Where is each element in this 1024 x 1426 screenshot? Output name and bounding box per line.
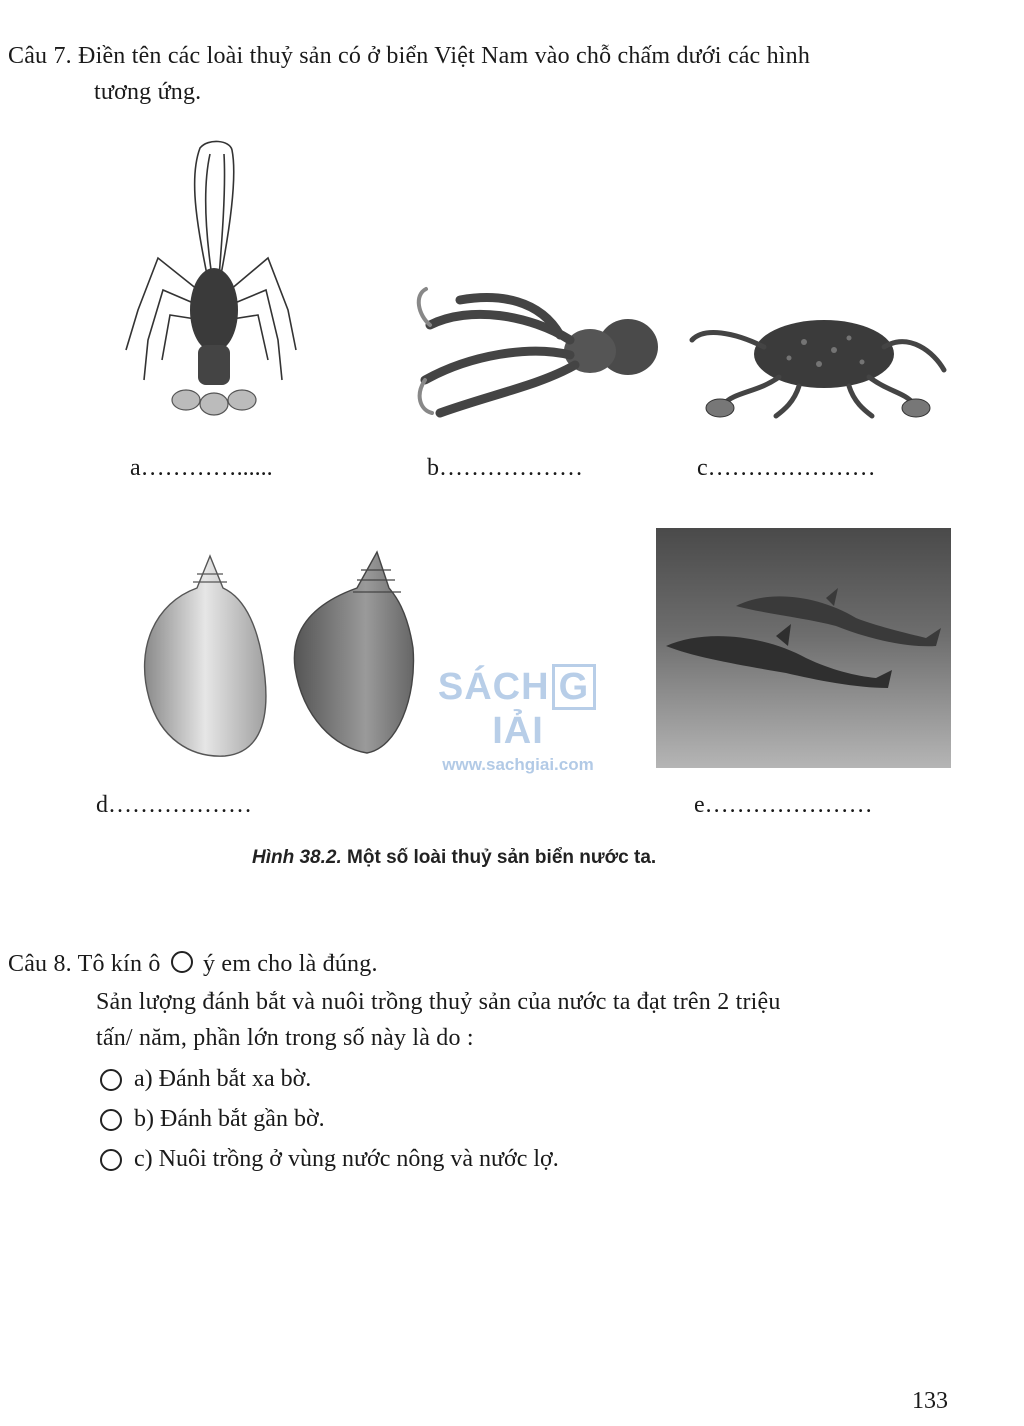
figure-caption-number: Hình 38.2. <box>252 847 342 868</box>
question-7-line-1: Câu 7. Điền tên các loài thuỷ sản có ở biển Việt Nam vào chỗ chấm dưới các hình <box>8 43 811 69</box>
answer-blank-d: d……………… <box>96 792 252 818</box>
question-8-stem <box>96 984 966 1056</box>
figure-caption <box>252 847 656 869</box>
radio-circle-icon[interactable] <box>100 1109 122 1131</box>
answer-blank-a: a…………...... <box>130 455 273 481</box>
option-b[interactable] <box>100 1106 325 1133</box>
radio-circle-icon[interactable] <box>100 1149 122 1171</box>
circle-icon <box>171 951 193 973</box>
watermark-title-right: IẢI <box>492 710 544 752</box>
conch-shells-image <box>135 548 420 763</box>
lobster-image <box>118 140 308 420</box>
option-b-label: b) Đánh bắt gần bờ. <box>134 1106 325 1132</box>
figure-caption-text: Một số loài thuỷ sản biển nước ta. <box>341 847 657 868</box>
option-a-label: a) Đánh bắt xa bờ. <box>134 1066 312 1092</box>
question-8-intro-after: ý em cho là đúng. <box>202 951 378 977</box>
watermark-title <box>413 664 623 753</box>
crab-image <box>684 292 949 427</box>
question-7 <box>8 38 1008 110</box>
question-8-intro <box>8 946 378 982</box>
watermark <box>413 664 623 775</box>
question-8-stem-line-2: tấn/ năm, phần lớn trong số này là do : <box>96 1025 474 1051</box>
radio-circle-icon[interactable] <box>100 1069 122 1091</box>
answer-blank-e: e………………… <box>694 792 873 818</box>
question-7-line-2: tương ứng. <box>94 79 202 105</box>
option-a[interactable] <box>100 1066 311 1093</box>
watermark-title-boxed: G <box>552 664 597 710</box>
watermark-url: www.sachgiai.com <box>442 755 594 774</box>
page-number: 133 <box>912 1388 948 1414</box>
question-8-stem-line-1: Sản lượng đánh bắt và nuôi trồng thuỷ sản của nước ta đạt trên 2 triệu <box>96 989 781 1015</box>
answer-blank-b: b……………… <box>427 455 583 481</box>
answer-blank-c: c………………… <box>697 455 876 481</box>
question-8-intro-before: Câu 8. Tô kín ô <box>8 951 161 977</box>
option-c[interactable] <box>100 1146 559 1173</box>
watermark-title-left: SÁCH <box>437 666 550 708</box>
dolphins-image <box>656 528 951 768</box>
octopus-image <box>410 285 660 425</box>
option-c-label: c) Nuôi trồng ở vùng nước nông và nước lợ. <box>134 1146 559 1172</box>
